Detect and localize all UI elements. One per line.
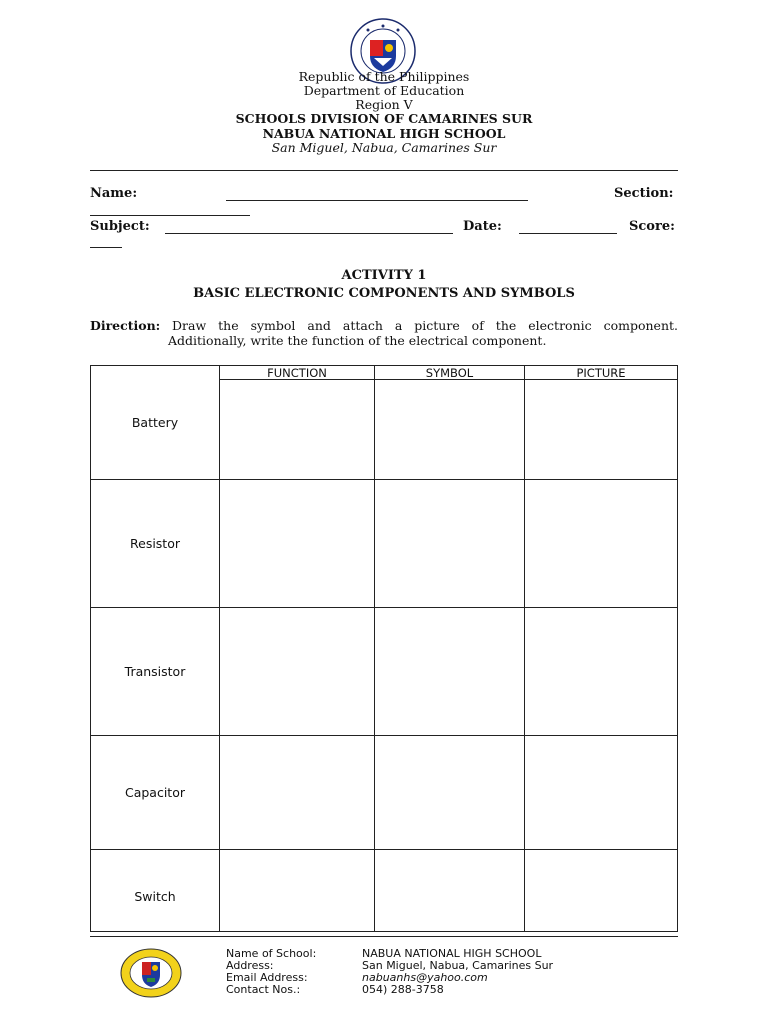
- column-header-symbol: SYMBOL: [375, 366, 525, 380]
- header-department: Department of Education: [303, 83, 465, 98]
- transistor-picture-cell[interactable]: [525, 608, 678, 736]
- footer-email[interactable]: nabuanhs@yahoo.com: [362, 971, 488, 984]
- header-region: Region V: [355, 97, 413, 112]
- column-header-function: FUNCTION: [220, 366, 375, 380]
- components-table: [90, 365, 678, 932]
- battery-function-cell[interactable]: [220, 380, 375, 480]
- transistor-symbol-cell[interactable]: [375, 608, 525, 736]
- footer-contact: 054) 288-3758: [362, 983, 444, 996]
- battery-picture-cell[interactable]: [525, 380, 678, 480]
- score-line[interactable]: [90, 247, 122, 248]
- row-label-capacitor: Capacitor: [91, 736, 220, 850]
- column-header-picture: PICTURE: [525, 366, 678, 380]
- footer-label-email: Email Address:: [226, 971, 308, 984]
- switch-function-cell[interactable]: [220, 850, 375, 932]
- activity-title: BASIC ELECTRONIC COMPONENTS AND SYMBOLS: [193, 286, 575, 301]
- header-republic: Republic of the Philippines: [298, 69, 470, 84]
- row-label-switch: Switch: [91, 850, 220, 932]
- section-line[interactable]: [90, 215, 250, 216]
- footer-label-school: Name of School:: [226, 947, 317, 960]
- header-division: SCHOOLS DIVISION OF CAMARINES SUR: [235, 111, 533, 126]
- section-label: Section:: [614, 186, 674, 201]
- date-line[interactable]: [519, 233, 617, 234]
- date-label: Date:: [463, 219, 502, 234]
- footer-divider: [90, 936, 678, 937]
- resistor-picture-cell[interactable]: [525, 480, 678, 608]
- school-seal-logo: [120, 948, 182, 998]
- row-label-battery: Battery: [91, 366, 220, 480]
- footer-label-contact: Contact Nos.:: [226, 983, 301, 996]
- switch-symbol-cell[interactable]: [375, 850, 525, 932]
- header-school: NABUA NATIONAL HIGH SCHOOL: [262, 126, 506, 141]
- row-label-resistor: Resistor: [91, 480, 220, 608]
- battery-symbol-cell[interactable]: [375, 380, 525, 480]
- footer-label-address: Address:: [226, 959, 274, 972]
- footer-address: San Miguel, Nabua, Camarines Sur: [362, 959, 554, 972]
- subject-label: Subject:: [90, 219, 150, 234]
- capacitor-function-cell[interactable]: [220, 736, 375, 850]
- resistor-symbol-cell[interactable]: [375, 480, 525, 608]
- footer-school-name: NABUA NATIONAL HIGH SCHOOL: [362, 947, 542, 960]
- table-header-row: [91, 366, 678, 380]
- table-row: [91, 480, 678, 608]
- activity-number: ACTIVITY 1: [341, 268, 427, 283]
- table-row: [91, 736, 678, 850]
- switch-picture-cell[interactable]: [525, 850, 678, 932]
- header-divider: [90, 170, 678, 171]
- direction-text-2: Additionally, write the function of the electrical component.: [168, 333, 547, 348]
- direction-text-1: Draw the symbol and attach a picture of the electronic component.: [172, 318, 678, 333]
- direction-label: Direction:: [90, 318, 161, 333]
- capacitor-picture-cell[interactable]: [525, 736, 678, 850]
- capacitor-symbol-cell[interactable]: [375, 736, 525, 850]
- table-row: [91, 608, 678, 736]
- header-address: San Miguel, Nabua, Camarines Sur: [271, 140, 497, 155]
- resistor-function-cell[interactable]: [220, 480, 375, 608]
- row-label-transistor: Transistor: [91, 608, 220, 736]
- table-row: [91, 850, 678, 932]
- name-line[interactable]: [226, 200, 528, 201]
- score-label: Score:: [629, 219, 675, 234]
- subject-line[interactable]: [165, 233, 453, 234]
- transistor-function-cell[interactable]: [220, 608, 375, 736]
- name-label: Name:: [90, 186, 138, 201]
